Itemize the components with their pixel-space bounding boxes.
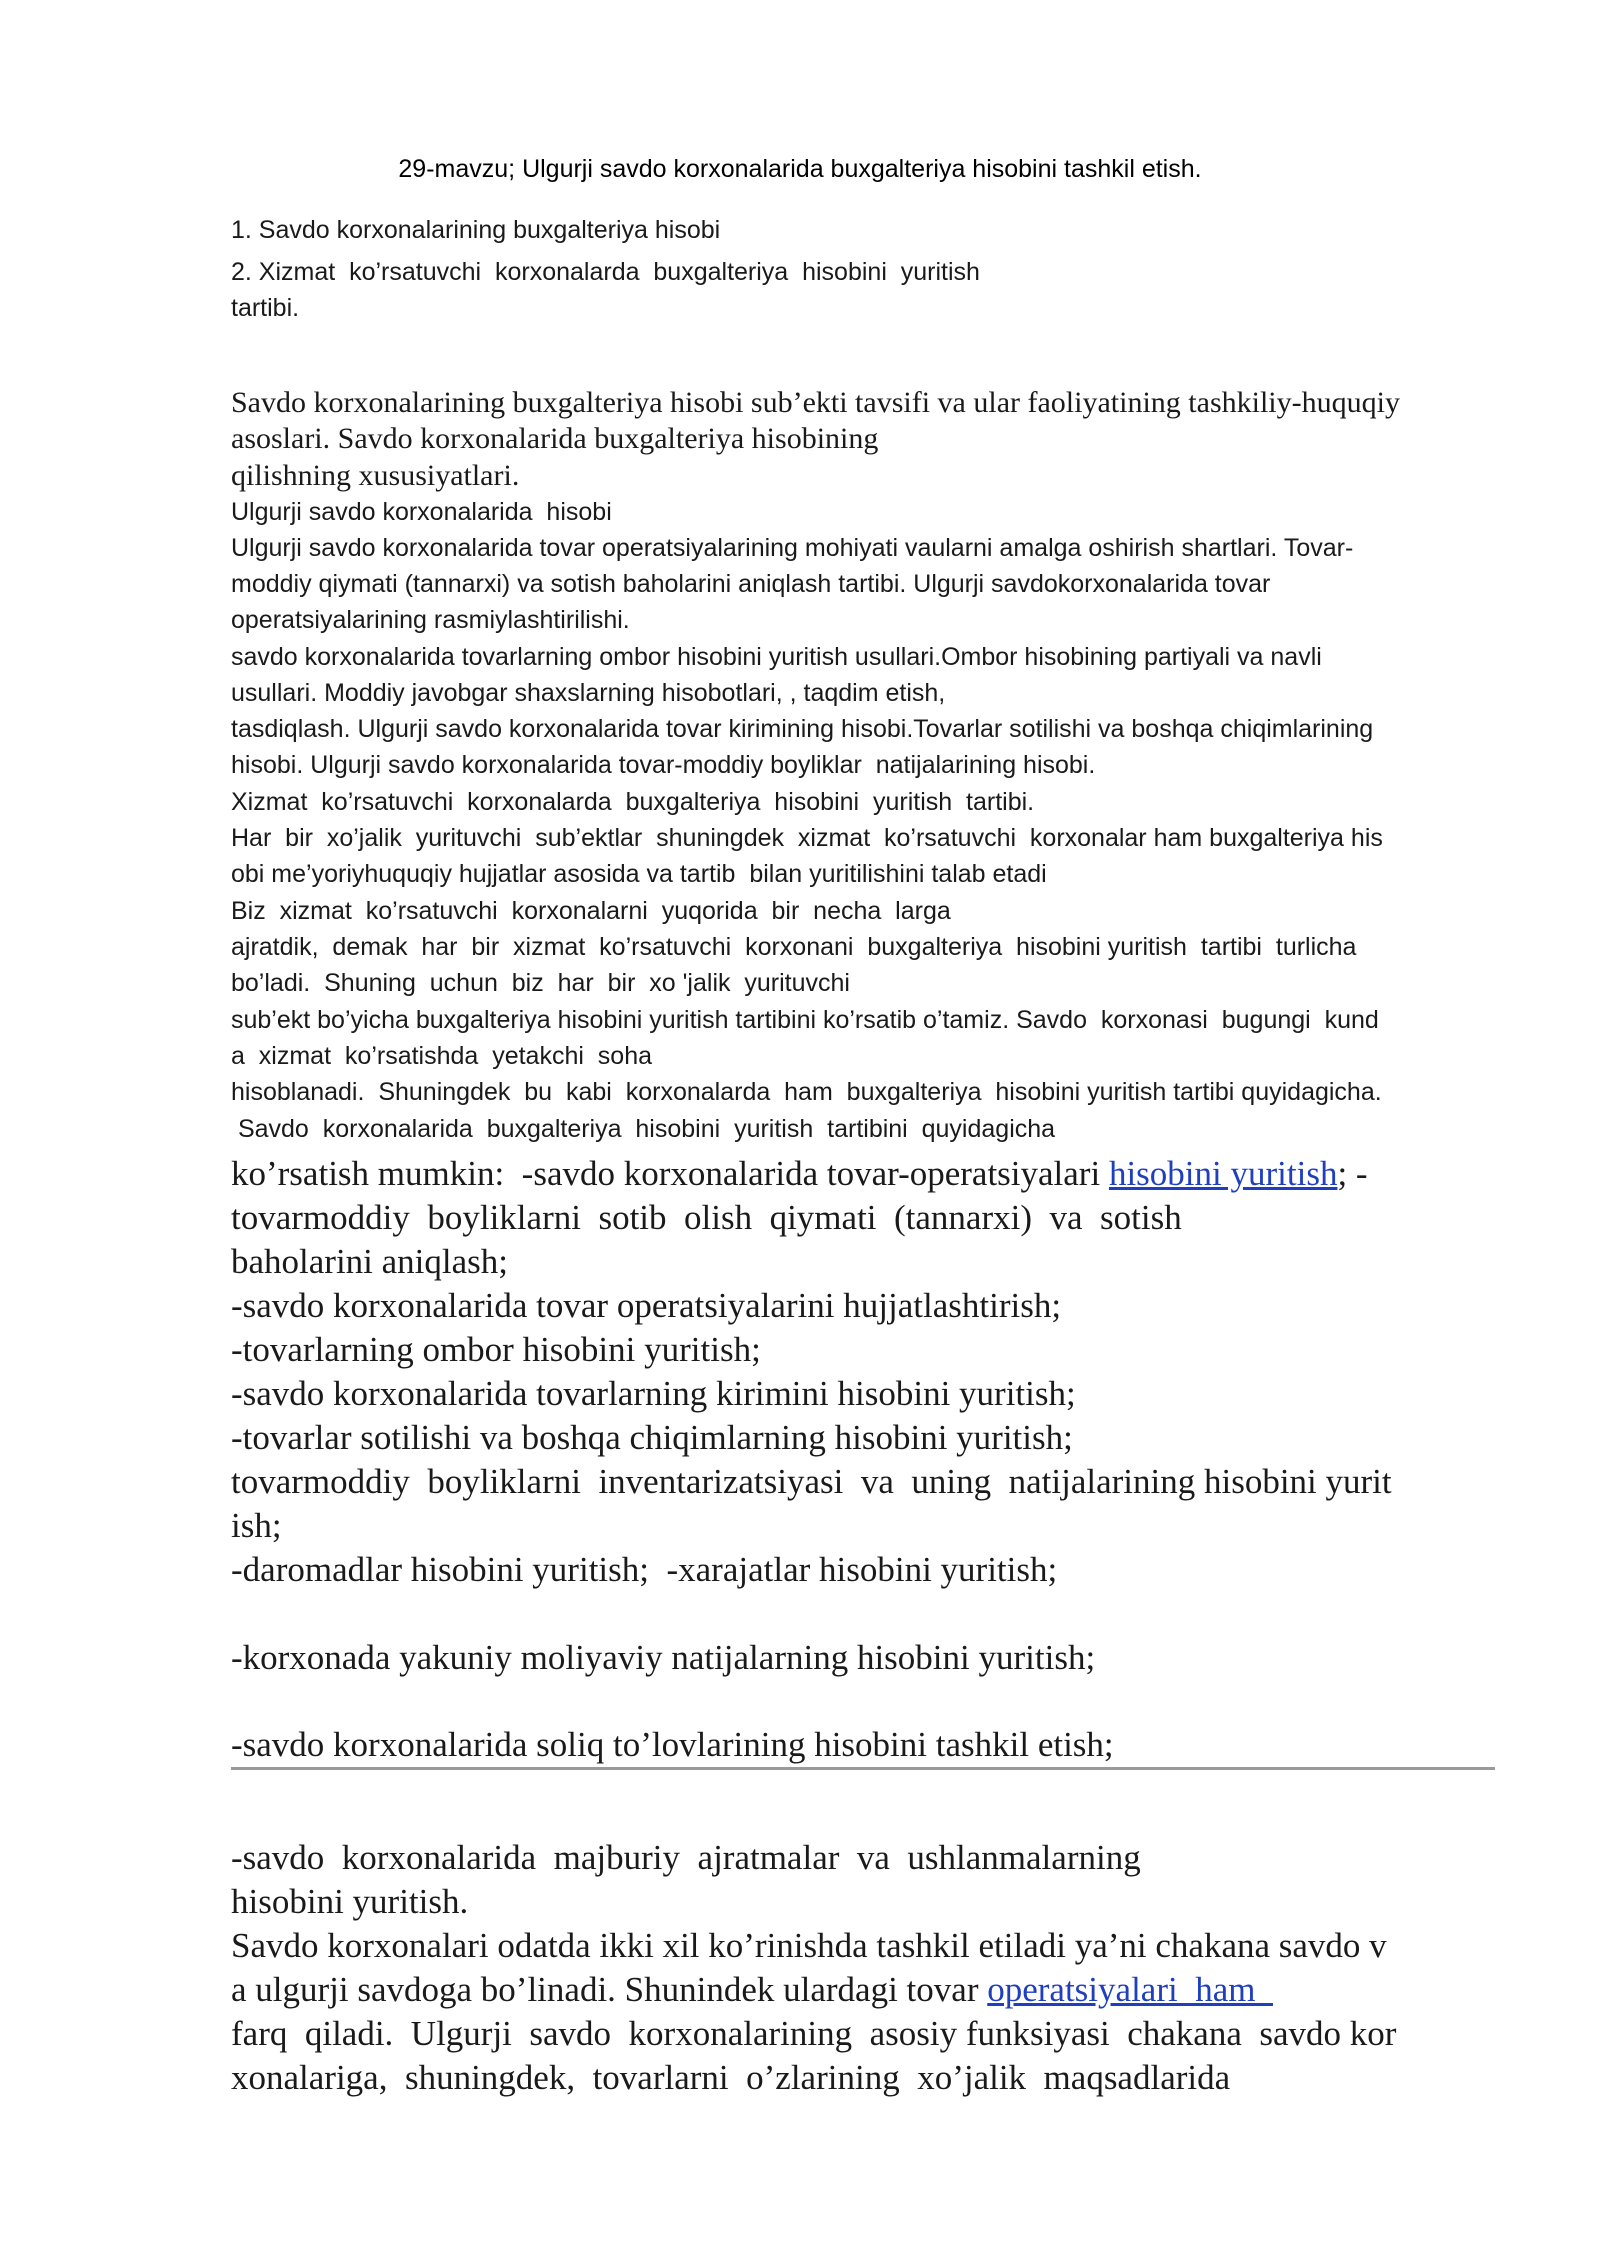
document-title: 29-mavzu; Ulgurji savdo korxonalarida buxgalteriya hisobini tashkil etish. — [398, 155, 1202, 183]
body-line: Ulgurji savdo korxonalarida hisobi — [231, 498, 612, 526]
intro-line: Savdo korxonalarining buxgalteriya hisobi sub’ekti tavsifi va ular faoliyatining tashkiliy-huquqiy — [231, 386, 1400, 419]
body-line: operatsiyalarining rasmiylashtirilishi. — [231, 606, 630, 634]
list-line: baholarini aniqlash; — [231, 1242, 509, 1281]
intro-line: asoslari. Savdo korxonalarida buxgalteriya hisobining — [231, 422, 879, 455]
body-line: tasdiqlash. Ulgurji savdo korxonalarida tovar kirimining hisobi.Tovarlar sotilishi va boshqa chiqimlarining — [231, 715, 1374, 743]
body-line: Biz xizmat ko’rsatuvchi korxonalarni yuqorida bir necha larga — [231, 897, 951, 925]
list-text: ko’rsatish mumkin: -savdo korxonalarida tovar-operatsiyalari — [231, 1154, 1109, 1193]
list-line: -tovarlar sotilishi va boshqa chiqimlarning hisobini yuritish; — [231, 1418, 1073, 1457]
hisobini-yuritish-link[interactable]: hisobini yuritish — [1108, 1154, 1338, 1193]
closing-line: -savdo korxonalarida majburiy ajratmalar va ushlanmalarning — [231, 1838, 1141, 1877]
closing-line: Savdo korxonalari odatda ikki xil ko’rinishda tashkil etiladi ya’ni chakana savdo v — [231, 1926, 1387, 1965]
list-line: -tovarlarning ombor hisobini yuritish; — [231, 1330, 761, 1369]
body-line: Ulgurji savdo korxonalarida tovar operatsiyalarining mohiyati vaularni amalga oshirish shartlari. Tovar- — [231, 534, 1354, 562]
list-line: -savdo korxonalarida tovar operatsiyalarini hujjatlashtirish; — [231, 1286, 1062, 1325]
body-line: obi me’yoriyhuquqiy hujjatlar asosida va tartib bilan yuritilishini talab etadi — [231, 860, 1047, 888]
body-line: Har bir xo’jalik yurituvchi sub’ektlar shuningdek xizmat ko’rsatuvchi korxonalar ham buxgalteriya his — [231, 824, 1383, 852]
body-line: hisoblanadi. Shuningdek bu kabi korxonalarda ham buxgalteriya hisobini yuritish tartibi quyidagicha. — [231, 1078, 1382, 1106]
list-line — [231, 1154, 1368, 1194]
list-line: -savdo korxonalarida tovarlarning kirimini hisobini yuritish; — [231, 1374, 1076, 1413]
outline-item-1: 1. Savdo korxonalarining buxgalteriya hisobi — [231, 216, 721, 244]
body-line: sub’ekt bo’yicha buxgalteriya hisobini yuritish tartibini ko’rsatib o’tamiz. Savdo korxonasi bugungi kund — [231, 1006, 1379, 1034]
list-line: tovarmoddiy boyliklarni sotib olish qiymati (tannarxi) va sotish — [231, 1198, 1182, 1237]
body-line: savdo korxonalarida tovarlarning ombor hisobini yuritish usullari.Ombor hisobining partiyali va navli — [231, 643, 1322, 671]
operatsiyalari-ham-link[interactable]: operatsiyalari ham — [987, 1970, 1273, 2009]
list-line: tovarmoddiy boyliklarni inventarizatsiyasi va uning natijalarining hisobini yurit — [231, 1462, 1392, 1501]
closing-line: hisobini yuritish. — [231, 1882, 469, 1921]
closing-line: xonalariga, shuningdek, tovarlarni o’zlarining xo’jalik maqsadlarida — [231, 2058, 1231, 2097]
body-line: ajratdik, demak har bir xizmat ko’rsatuvchi korxonani buxgalteriya hisobini yuritish tartibi turlicha — [231, 933, 1357, 961]
body-line: a xizmat ko’rsatishda yetakchi soha — [231, 1042, 653, 1070]
closing-line: farq qiladi. Ulgurji savdo korxonalarining asosiy funksiyasi chakana savdo kor — [231, 2014, 1397, 2053]
outline-item-2-cont: tartibi. — [231, 294, 300, 322]
closing-text: a ulgurji savdoga bo’linadi. Shunindek ulardagi tovar — [231, 1970, 988, 2009]
closing-line — [231, 1970, 1273, 2010]
list-line: ish; — [231, 1506, 282, 1545]
list-text: ; - — [1337, 1154, 1368, 1193]
intro-line: qilishning xususiyatlari. — [231, 459, 520, 492]
list-line: -korxonada yakuniy moliyaviy natijalarning hisobini yuritish; — [231, 1638, 1096, 1677]
body-line: moddiy qiymati (tannarxi) va sotish baholarini aniqlash tartibi. Ulgurji savdokorxonalarida tovar — [231, 570, 1271, 598]
list-line: -daromadlar hisobini yuritish; -xarajatlar hisobini yuritish; — [231, 1550, 1058, 1589]
outline-item-2: 2. Xizmat ko’rsatuvchi korxonalarda buxgalteriya hisobini yuritish — [231, 258, 980, 286]
body-line: usullari. Moddiy javobgar shaxslarning hisobotlari, , taqdim etish, — [231, 679, 946, 707]
list-line: -savdo korxonalarida soliq to’lovlarining hisobini tashkil etish; — [231, 1725, 1114, 1764]
body-line: Xizmat ko’rsatuvchi korxonalarda buxgalteriya hisobini yuritish tartibi. — [231, 788, 1035, 816]
body-line: Savdo korxonalarida buxgalteriya hisobini yuritish tartibini quyidagicha — [231, 1115, 1056, 1143]
body-line: hisobi. Ulgurji savdo korxonalarida tovar-moddiy boyliklar natijalarining hisobi. — [231, 751, 1096, 779]
body-line: bo’ladi. Shuning uchun biz har bir xo 'jalik yurituvchi — [231, 969, 850, 997]
horizontal-divider — [231, 1767, 1495, 1770]
